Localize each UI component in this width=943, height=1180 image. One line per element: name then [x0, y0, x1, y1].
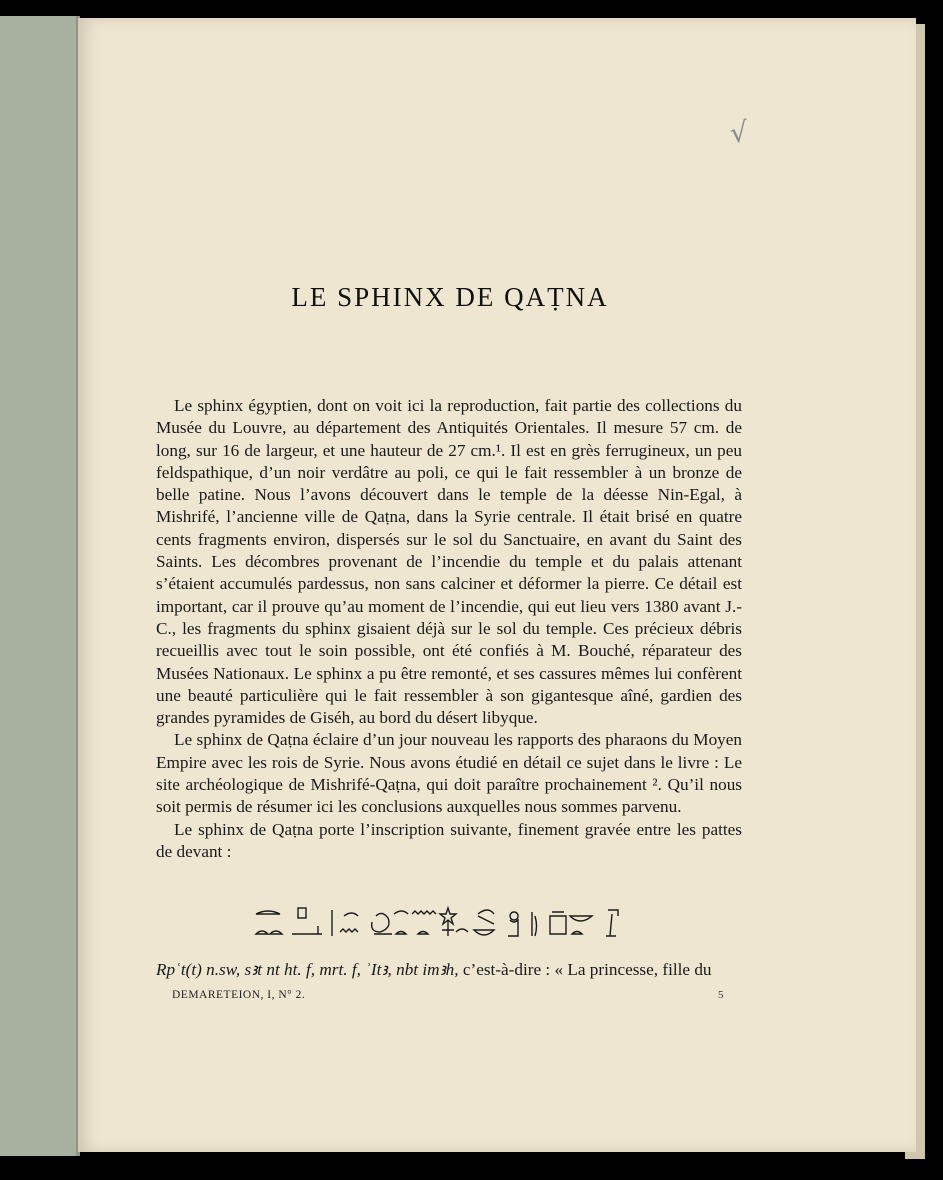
- pencil-check-mark: √: [728, 115, 750, 150]
- footer-journal-ref: DEMARETEION, I, N° 2.: [172, 989, 306, 1001]
- hieroglyph-tree: [456, 929, 468, 932]
- body-text: [156, 395, 742, 863]
- hieroglyph-half-circle: [270, 931, 282, 934]
- hieroglyph-half-circle: [256, 931, 268, 934]
- hieroglyph-basket: [570, 916, 592, 921]
- paragraph-1: Le sphinx égyptien, dont on voit ici la reproduction, fait partie des collections du Musée du Louvre, au département des Antiquités Orientales. Il mesure 57 cm. de long, sur 16 de largeur, et une hauteur de 27 cm.¹. Il est en grès ferrugineux, un peu feldspathique, d’un noir verdâtre au poli, ce qui le fait ressembler à un bronze de belle patine. Nous l’avons découvert dans le temple de la déesse Nin-Egal, à Mishrifé, l’ancienne ville de Qaṭna, dans la Syrie centrale. Il était brisé en quatre cents fragments environ, dispersés sur le sol du Sanctuaire, en avant du Saint des Saints. Les décombres provenant de l’incendie du temple et du palais attenant s’étaient accumulés pardessus, non sans calciner et déformer la pierre. Ce détail est important, car il prouve qu’au moment de l’incendie, qui eut lieu vers 1380 avant J.-C., les fragments du sphinx gisaient déjà sur le sol du temple. Ces précieux débris recueillis avec tout le soin possible, ont été confiés à M. Bouché, réparateur des Musées Nationaux. Le sphinx a pu être remonté, et ses cassures mêmes lui confèrent une beauté particulière qui le fait ressembler à son gigantesque aîné, gardien des grandes pyramides de Giséh, au bord du désert libyque.: [156, 396, 742, 728]
- hieroglyph-sedge: [292, 926, 322, 934]
- hieroglyphic-inscription: [252, 906, 632, 940]
- book-cover-board: [0, 16, 78, 1156]
- page-number: 5: [718, 989, 724, 1001]
- hieroglyph-half-circle: [396, 932, 406, 935]
- transliteration-line: [156, 960, 742, 980]
- hieroglyph-reed: [532, 912, 537, 936]
- hieroglyph-bread-loaf: [256, 911, 280, 914]
- page-title: LE SPHINX DE QAṬNA: [291, 282, 609, 312]
- hieroglyph-loaf: [478, 910, 494, 924]
- hieroglyph-crook: [606, 910, 618, 936]
- hieroglyph-square: [298, 908, 306, 918]
- hieroglyph-water: [340, 929, 358, 932]
- hieroglyph-pot: [550, 912, 566, 934]
- paragraph-2: Le sphinx de Qaṭna éclaire d’un jour nouveau les rapports des pharaons du Moyen Empire avec les rois de Syrie. Nous avons étudié en détail ce sujet dans le livre : Le site archéologique de Mishrifé-Qaṭna, qui doit paraître prochainement ². Qu’il nous soit permis de résumer ici les conclusions auxquelles nous sommes parvenu.: [156, 730, 742, 817]
- hieroglyph-loaf: [344, 913, 358, 916]
- translation-start: c’est-à-dire : « La princesse, fille du: [462, 960, 712, 979]
- hieroglyph-seated-figure: [508, 912, 518, 936]
- hieroglyph-duck: [372, 913, 392, 934]
- paragraph-3: Le sphinx de Qaṭna porte l’inscription suivante, finement gravée entre les pattes de devant :: [156, 819, 742, 861]
- transliteration: Rpʿt(t) n.sw, sꜣt nt ht. f, mrt. f, ʾItꜣ, nbt imꜣh,: [156, 960, 459, 979]
- hieroglyph-half-circle: [418, 932, 428, 935]
- hieroglyph-half-circle: [572, 932, 582, 935]
- hieroglyph-loaf: [394, 911, 408, 914]
- hieroglyph-basket: [474, 930, 494, 935]
- hieroglyph-water: [412, 911, 436, 914]
